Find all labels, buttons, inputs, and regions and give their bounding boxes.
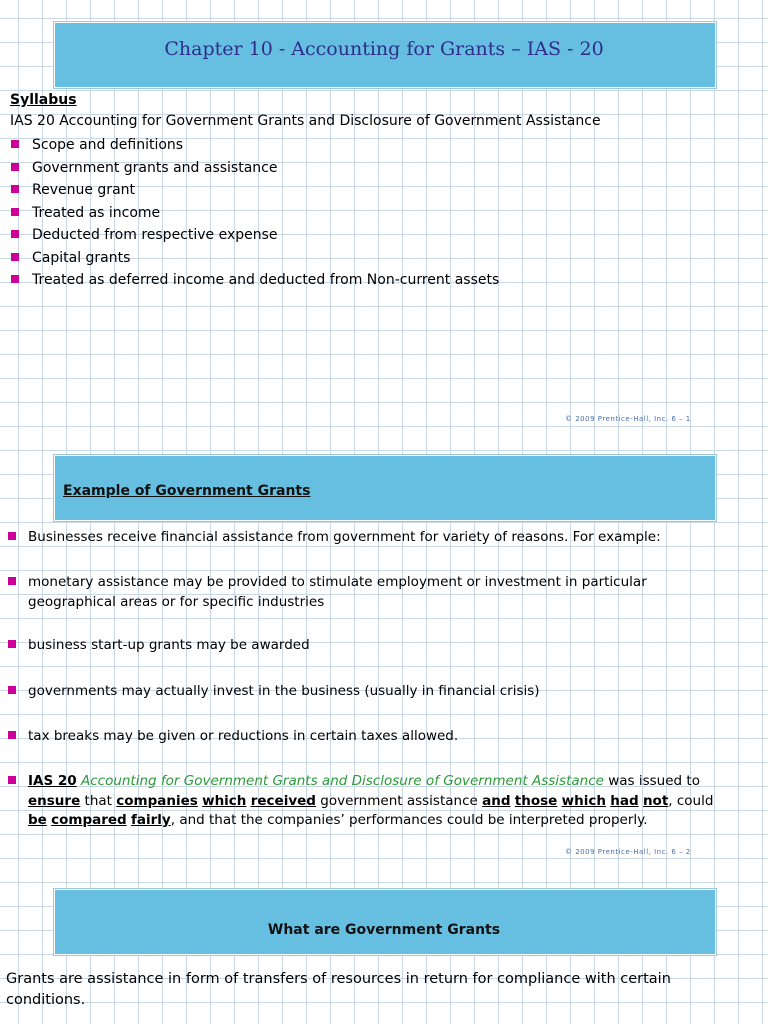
syllabus-label: Syllabus (10, 92, 77, 108)
emphasis-word: ensure (28, 792, 81, 809)
square-bullet-icon (8, 577, 16, 585)
bullet-text: monetary assistance may be provided to stimulate employment or investment in particular geographical areas or for specific industries (28, 574, 647, 610)
emphasis-word: not (642, 792, 669, 809)
bullet-paragraph (6, 528, 722, 548)
list-item (10, 180, 499, 203)
list-item (10, 225, 499, 248)
slide1-footer: © 2009 Prentice-Hall, Inc. 6 – 1 (565, 415, 691, 423)
list-item-text: Capital grants (32, 249, 131, 266)
emphasis-word: had (610, 792, 639, 809)
text-run: , and that the companies’ performances could be interpreted properly. (170, 812, 648, 828)
syllabus-list (10, 135, 499, 293)
list-item-text: Deducted from respective expense (32, 227, 278, 243)
bullet-paragraph (6, 682, 722, 702)
slide3-title: What are Government Grants (267, 922, 501, 938)
emphasis-word: compared (51, 812, 127, 828)
square-bullet-icon (11, 275, 19, 283)
text-run: government assistance (315, 792, 483, 809)
emphasis-word: be (28, 812, 47, 828)
slide1-title: Chapter 10 - Accounting for Grants – IAS - 20 (164, 38, 604, 60)
text-run: that (80, 792, 117, 809)
list-item-text: Government grants and assistance (32, 159, 278, 176)
bullet-text: Businesses receive financial assistance from government for variety of reasons. For example: (28, 529, 661, 545)
list-item-text: Scope and definitions (32, 137, 184, 153)
square-bullet-icon (11, 253, 19, 261)
emphasis-word: which (202, 792, 247, 809)
square-bullet-icon (8, 776, 16, 784)
square-bullet-icon (11, 140, 19, 148)
square-bullet-icon (8, 532, 16, 540)
text-run: was issued to (603, 773, 700, 789)
square-bullet-icon (11, 185, 19, 193)
list-item-text: Treated as income (32, 204, 161, 221)
slide2-footer: © 2009 Prentice-Hall, Inc. 6 – 2 (565, 848, 691, 856)
bullet-paragraph-ias20 (6, 772, 722, 831)
bullet-text: tax breaks may be given or reductions in certain taxes allowed. (28, 728, 459, 744)
bullet-paragraph (6, 636, 722, 656)
syllabus-intro: IAS 20 Accounting for Government Grants and Disclosure of Government Assistance (10, 113, 601, 129)
list-item (10, 203, 499, 226)
square-bullet-icon (11, 230, 19, 238)
emphasis-word: received (250, 792, 316, 809)
slide2-title: Example of Government Grants (63, 483, 311, 499)
emphasis-word: which (561, 792, 606, 809)
list-item (10, 135, 499, 158)
emphasis-word: those (514, 792, 558, 809)
square-bullet-icon (8, 640, 16, 648)
bullet-paragraph (6, 573, 722, 612)
list-item (10, 158, 499, 181)
list-item (10, 248, 499, 271)
square-bullet-icon (11, 208, 19, 216)
emphasis-word: fairly (131, 812, 171, 828)
square-bullet-icon (11, 163, 19, 171)
list-item-text: Revenue grant (32, 182, 136, 198)
square-bullet-icon (8, 731, 16, 739)
standard-title: Accounting for Government Grants and Disclosure of Government Assistance (80, 773, 604, 789)
list-item-text: Treated as deferred income and deducted from Non-current assets (32, 272, 500, 288)
slide3-body: Grants are assistance in form of transfers of resources in return for compliance with certain conditions. (6, 971, 671, 1008)
text-run: , could (668, 792, 714, 809)
emphasis-word: companies (116, 792, 198, 809)
bullet-text: business start-up grants may be awarded (28, 637, 310, 653)
bullet-text: governments may actually invest in the business (usually in financial crisis) (28, 683, 540, 699)
ias20-ref: IAS 20 (28, 773, 77, 789)
square-bullet-icon (8, 686, 16, 694)
list-item (10, 270, 499, 293)
bullet-paragraph (6, 727, 722, 747)
emphasis-word: and (482, 792, 511, 809)
